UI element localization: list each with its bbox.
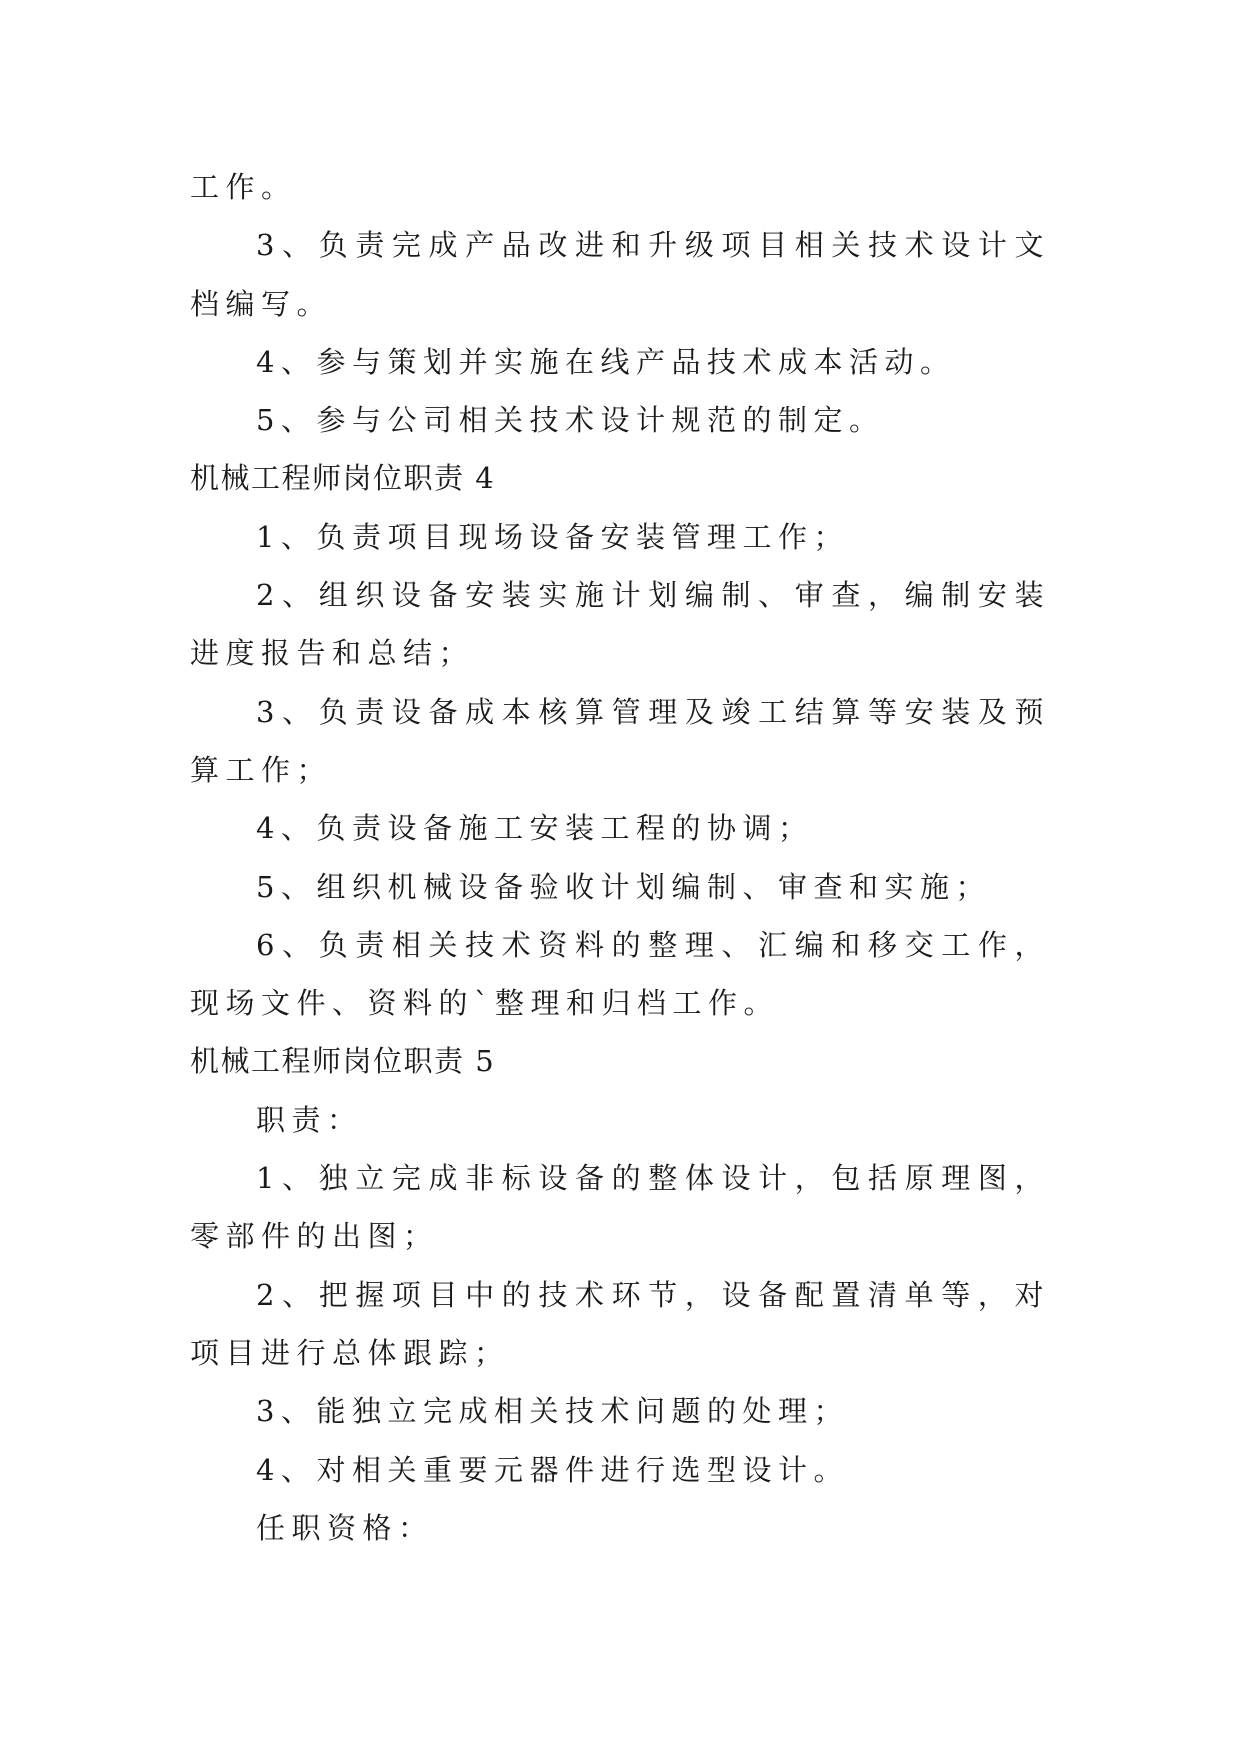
section-heading-4: 机械工程师岗位职责 4 — [190, 461, 496, 496]
section4-item-1: 1、负责项目现场设备安装管理工作； — [256, 519, 849, 554]
section4-item-2: 2、组织设备安装实施计划编制、审查，编制安装进度报告和总结； — [190, 578, 1050, 671]
paragraph-item-4: 4、参与策划并实施在线产品技术成本活动。 — [256, 344, 956, 379]
section4-item-6: 6、负责相关技术资料的整理、汇编和移交工作，现场文件、资料的`整理和归档工作。 — [190, 927, 1050, 1021]
section5-duties-label: 职责： — [256, 1102, 363, 1137]
section-heading-5: 机械工程师岗位职责 5 — [190, 1044, 496, 1079]
qualifications-label: 任职资格： — [256, 1510, 434, 1545]
document-page — [190, 158, 1050, 1557]
section4-item-5: 5、组织机械设备验收计划编制、审查和实施； — [256, 869, 991, 904]
section4-item-3: 3、负责设备成本核算管理及竣工结算等安装及预算工作； — [190, 694, 1050, 787]
section5-item-1: 1、独立完成非标设备的整体设计，包括原理图，零部件的出图； — [190, 1161, 1050, 1254]
paragraph-item-3: 3、负责完成产品改进和升级项目相关技术设计文档编写。 — [190, 228, 1050, 321]
section4-item-4: 4、负责设备施工安装工程的协调； — [256, 811, 814, 846]
paragraph-continuation: 工作。 — [190, 170, 297, 204]
section5-item-4: 4、对相关重要元器件进行选型设计。 — [256, 1452, 849, 1487]
paragraph-item-5: 5、参与公司相关技术设计规范的制定。 — [256, 403, 885, 438]
section5-item-3: 3、能独立完成相关技术问题的处理； — [256, 1394, 849, 1429]
section5-item-2: 2、把握项目中的技术环节，设备配置清单等，对项目进行总体跟踪； — [190, 1277, 1050, 1370]
